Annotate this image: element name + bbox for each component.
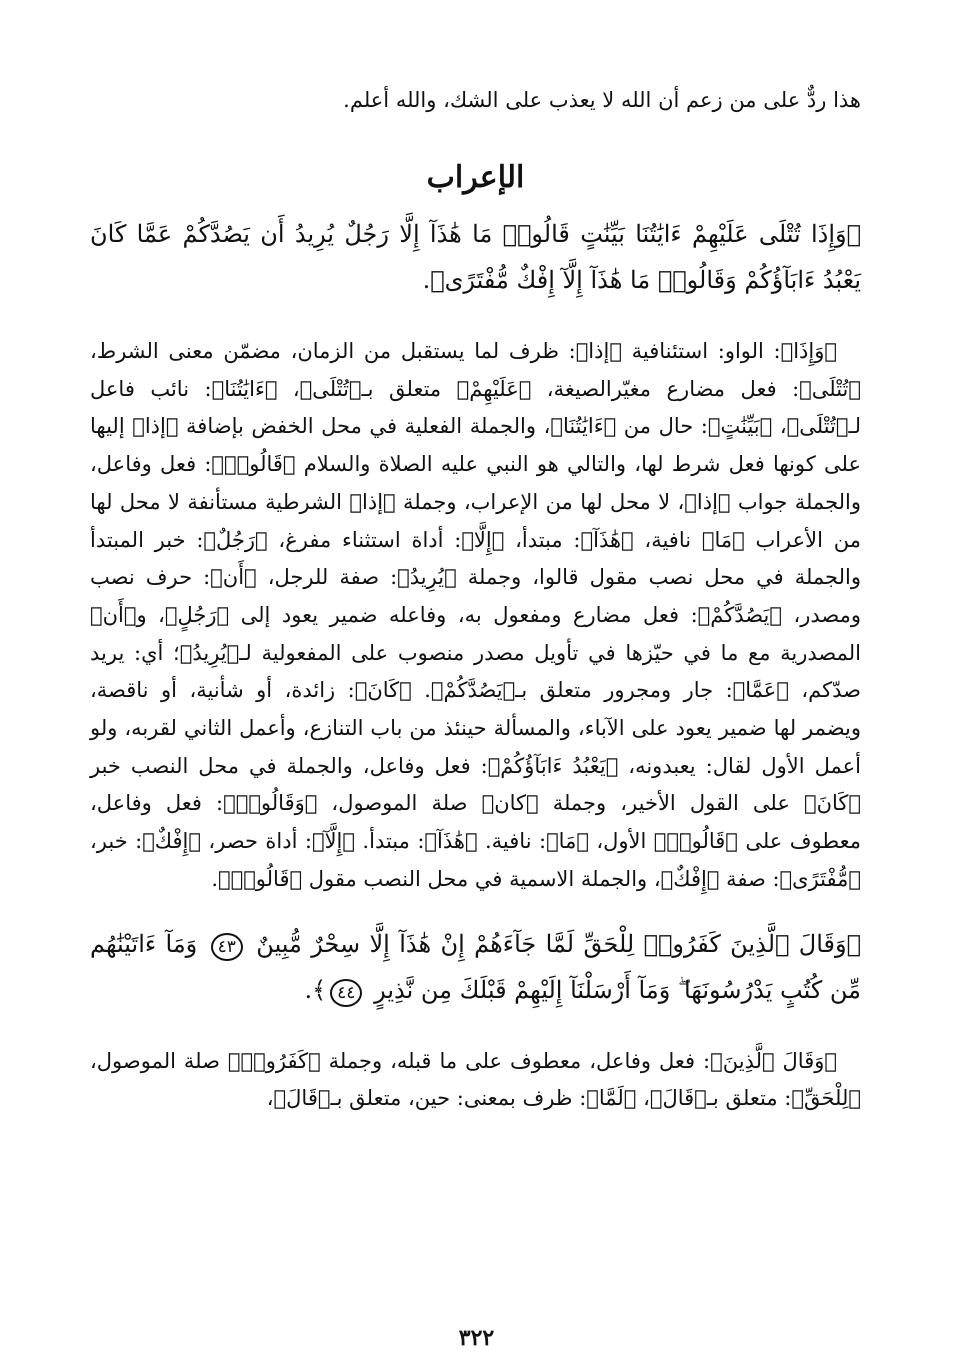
intro-line: هذا ردٌّ على من زعم أن الله لا يعذب على الشك، والله أعلم. [343, 88, 861, 112]
verse-text: ﴿وَقَالَ ٱلَّذِينَ كَفَرُوا۟ لِلْحَقِّ لَمَّا جَآءَهُمْ إِنْ هَٰذَآ إِلَّا سِحْرٌ مُّبِينٌ [256, 929, 861, 958]
grammar-paragraph-1: ﴿وَإِذَا﴾: الواو: استئنافية ﴿إذا﴾: ظرف لما يستقبل من الزمان، مضمّن معنى الشرط، ﴿تُتْلَى﴾: فعل مضارع مغيّرالصيغة، ﴿عَلَيْهِمْ﴾ متعلق بـ﴿تُتْلَى﴾، ﴿ءَايَٰتُنَا﴾: نائب فاعل لـ﴿تُتْلَى﴾، ﴿بَيِّنَٰتٍ﴾: حال من ﴿ءَايَٰتُنَا﴾، والجملة الفعلية في محل الخفض بإضافة ﴿إذا﴾ إليها على كونها فعل شرط لها، والتالي هو النبي عليه الصلاة والسلام ﴿قَالُوا۟﴾: فعل وفاعل، والجملة جواب ﴿إذا﴾، لا محل لها من الإعراب، وجملة ﴿إذا﴾ الشرطية مستأنفة لا محل لها من الأعراب ﴿مَا﴾ نافية، ﴿هَٰذَآ﴾: مبتدأ، ﴿إِلَّا﴾: أداة استثناء مفرغ، ﴿رَجُلٌ﴾: خبر المبتدأ والجملة في محل نصب مقول قالوا، وجملة ﴿يُرِيدُ﴾: صفة للرجل، ﴿أَن﴾: حرف نصب ومصدر، ﴿يَصُدَّكُمْ﴾: فعل مضارع ومفعول به، وفاعله ضمير يعود إلى ﴿رَجُلٍ﴾، و﴿أَن﴾ المصدرية مع ما في حيّزها في تأويل مصدر منصوب على المفعولية لـ﴿يُرِيدُ﴾؛ أي: يريد صدّكم، ﴿عَمَّا﴾: جار ومجرور متعلق بـ﴿يَصُدَّكُمْ﴾. ﴿كَانَ﴾: زائدة، أو شأنية، أو ناقصة، ويضمر لها ضمير يعود على الآباء، والمسألة حينئذ من باب التنازع، وأعمل الثاني لقربه، ولو أعمل الأول لقال: يعبدونه، ﴿يَعْبُدُ ءَابَآؤُكُمْ﴾: فعل وفاعل، والجملة في محل النصب خبر ﴿كَانَ﴾ على القول الأخير، وجملة ﴿كان﴾ صلة الموصول، ﴿وَقَالُوا۟﴾: فعل وفاعل، معطوف على ﴿قَالُوا۟﴾ الأول، ﴿مَا﴾: نافية. ﴿هَٰذَآ﴾: مبتدأ. ﴿إِلَّآ﴾: أداة حصر، ﴿إِفْكٌ﴾: خبر، ﴿مُّفْتَرًى﴾: صفة ﴿إِفْكٌ﴾، والجملة الاسمية في محل النصب مقول ﴿قَالُوا۟﴾. [90, 339, 861, 891]
page-body [90, 70, 861, 1303]
quran-verse-2 [90, 921, 861, 1013]
grammar-paragraph-2: ﴿وَقَالَ ٱلَّذِينَ﴾: فعل وفاعل، معطوف على ما قبله، وجملة ﴿كَفَرُوا۟﴾ صلة الموصول، ﴿لِلْحَقِّ﴾: متعلق بـ﴿قَالَ﴾، ﴿لَمَّا﴾: ظرف بمعنى: حين، متعلق بـ﴿قَالَ﴾، [90, 1048, 861, 1111]
verse-end: ﴾. [304, 975, 327, 1004]
quran-verse-1: ﴿وَإِذَا تُتْلَى عَلَيْهِمْ ءَايَٰتُنَا بَيِّنَٰتٍ قَالُوا۟ مَا هَٰذَآ إِلَّا رَجُلٌ يُرِيدُ أَن يَصُدَّكُمْ عَمَّا كَانَ يَعْبُدُ ءَابَآؤُكُمْ وَقَالُوا۟ مَا هَٰذَآ إِلَّآ إِفْكٌ مُّفْتَرًى﴾. [90, 220, 861, 294]
verse-number-marker: ٤٤ [330, 979, 362, 1007]
verse-text: وَمَآ ءَاتَيْنَٰهُم مِّن كُتُبٍ يَدْرُسُونَهَا ۖ وَمَآ أَرْسَلْنَآ إِلَيْهِمْ قَبْلَكَ مِن نَّذِيرٍ [90, 929, 861, 1004]
page-number: ٣٢٢ [458, 1325, 495, 1351]
section-title: الإعراب [426, 160, 525, 195]
verse-number-marker: ٤٣ [211, 933, 243, 961]
